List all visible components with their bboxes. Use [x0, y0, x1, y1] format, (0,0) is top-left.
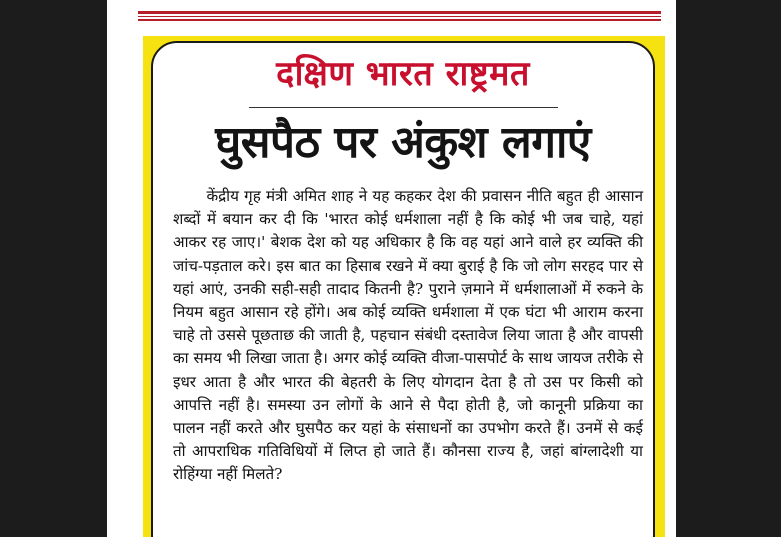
header-rule-bottom — [138, 19, 661, 21]
header-rule-thick — [138, 11, 661, 14]
editorial-headline: घुसपैठ पर अंकुश लगाएं — [215, 117, 591, 168]
editorial-body: केंद्रीय गृह मंत्री अमित शाह ने यह कहकर देश की प्रवासन नीति बहुत ही आसान शब्दों में बयान कर दी कि 'भारत कोई धर्मशाला नहीं है कि कोई भी जब चाहे, यहां आकर रह जाए।' बेशक देश को यह अधिकार है कि वह यहां आने वाले हर व्यक्ति की जांच-पड़ताल करे। इस बात का हिसाब रखने में क्या बुराई है कि जो लोग सरहद पार से यहां आएं, उनकी सही-सही तादाद कितनी है? पुराने ज़माने में धर्मशालाओं में रुकने के नियम बहुत आसान रहे होंगे। अब कोई व्यक्ति धर्मशाला में एक घंटा भी आराम करना चाहे तो उससे पूछताछ की जाती है, पहचान संबंधी दस्तावेज लिया जाता है और वापसी का समय भी लिखा जाता है। अगर कोई व्यक्ति वीजा-पासपोर्ट के साथ जायज तरीके से इधर आता है और भारत की बेहतरी के लिए योगदान देता है तो उस पर किसी को आपत्ति नहीं है। समस्या उन लोगों के आने से पैदा होती है, जो कानूनी प्रक्रिया का पालन नहीं करते और घुसपैठ कर यहां के संसाधनों का उपभोग करते हैं। उनमें से कई तो आपराधिक गतिविधियों में लिप्त हो जाते हैं। कौनसा राज्य है, जहां बांग्लादेशी या रोहिंग्या नहीं मिलते? — [173, 187, 643, 484]
newspaper-page — [107, 0, 676, 537]
masthead-title: दक्षिण भारत राष्ट्रमत — [276, 54, 530, 94]
masthead-divider — [249, 107, 558, 108]
editorial-card — [151, 41, 655, 537]
header-rule-thin — [138, 16, 661, 17]
